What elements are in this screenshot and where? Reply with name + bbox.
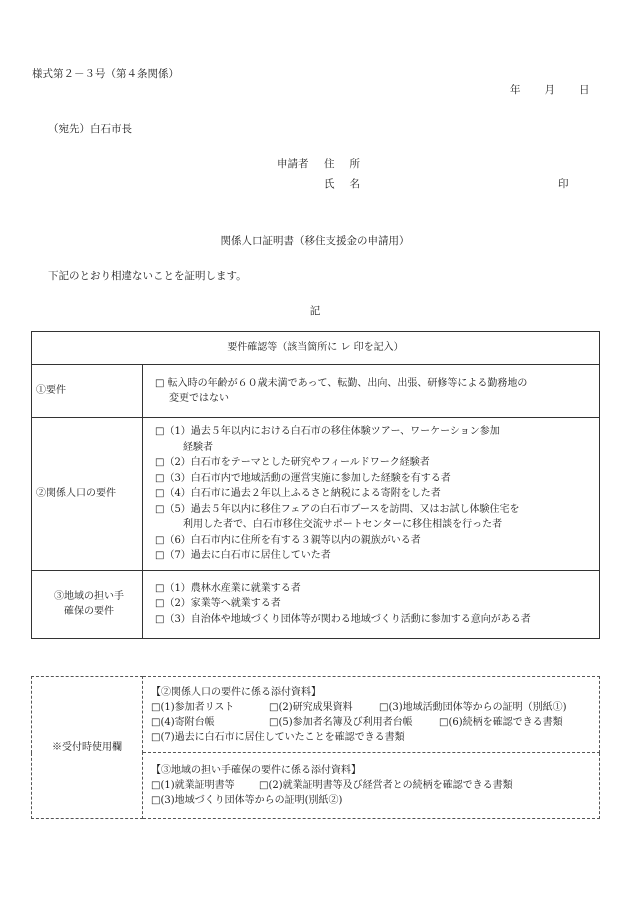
document-title: 関係人口証明書（移住支援金の申請用） bbox=[220, 235, 410, 247]
list-item[interactable]: □（4）白石市に過去２年以上ふるさと納税による寄附をした者 bbox=[155, 488, 441, 499]
form-number: 様式第２－３号（第４条関係） bbox=[32, 68, 179, 80]
section-label-line: 確保の要件 bbox=[64, 606, 114, 617]
seal-mark: 印 bbox=[558, 178, 569, 190]
attachment-line bbox=[151, 700, 595, 715]
applicant-label: 申請者 bbox=[277, 158, 309, 170]
section-items bbox=[143, 570, 600, 638]
attachment-checkbox[interactable]: □(3)地域活動団体等からの証明（別紙①) bbox=[379, 701, 567, 713]
section-label bbox=[32, 570, 143, 638]
list-item[interactable]: □（1）農林水産業に就業する者 bbox=[155, 582, 301, 594]
attachment-line bbox=[151, 778, 595, 793]
table-header: 要件確認等（該当箇所に レ 印を記入） bbox=[32, 332, 600, 365]
requirements-table bbox=[31, 331, 600, 639]
list-item[interactable]: □（3）白石市内で地域活動の運営実施に参加した経験を有する者 bbox=[155, 472, 451, 484]
attachment-checkbox[interactable]: □(6)続柄を確認できる書類 bbox=[439, 716, 563, 728]
section-label: ①要件 bbox=[32, 365, 143, 418]
list-item: 経験者 bbox=[183, 441, 213, 453]
table-row bbox=[32, 570, 600, 638]
attachment-checkbox[interactable]: □(7)過去に白石市に居住していたことを確認できる書類 bbox=[151, 731, 405, 743]
ki-heading: 記 bbox=[309, 305, 321, 317]
list-item: 変更ではない bbox=[169, 393, 229, 404]
attachment-checkbox[interactable]: □(1)就業証明書等 bbox=[151, 780, 235, 791]
section-label: ②関係人口の要件 bbox=[32, 418, 143, 571]
list-item[interactable]: □（3）自治体や地域づくり団体等が関わる地域づくり活動に参加する意向がある者 bbox=[155, 613, 531, 625]
reception-label: ※受付時使用欄 bbox=[32, 677, 143, 819]
table-row bbox=[32, 677, 600, 753]
list-item: 利用した者で、白石市移住交流サポートセンターに移住相談を行った者 bbox=[183, 519, 503, 530]
attachment-block-1 bbox=[143, 677, 600, 753]
table-row bbox=[32, 418, 600, 571]
list-item[interactable]: □（2）家業等へ就業する者 bbox=[155, 598, 281, 610]
reception-table bbox=[31, 676, 600, 819]
intro-text: 下記のとおり相違ないことを証明します。 bbox=[48, 270, 247, 282]
list-item[interactable]: □（6）白石市内に住所を有する３親等以内の親族がいる者 bbox=[155, 534, 421, 546]
list-item[interactable]: □（2）白石市をテーマとした研究やフィールドワーク経験者 bbox=[155, 457, 430, 468]
name-label: 氏名 bbox=[324, 178, 375, 190]
attachment-line bbox=[151, 715, 595, 730]
attachment-checkbox[interactable]: □(4)寄附台帳 bbox=[151, 716, 215, 728]
list-item[interactable]: □ 転入時の年齢が６０歳未満であって、転勤、出向、出張、研修等による勤務地の bbox=[155, 377, 528, 389]
attachment-checkbox[interactable]: □(2)就業証明書等及び経営者との続柄を確認できる書類 bbox=[259, 780, 513, 791]
attachment-block-2 bbox=[143, 753, 600, 819]
year-label: 年 bbox=[510, 84, 521, 96]
attachment-checkbox[interactable]: □(1)参加者リスト bbox=[151, 701, 235, 713]
table-row bbox=[32, 365, 600, 418]
section-label-line: ③地域の担い手 bbox=[54, 591, 124, 602]
addressee: （宛先）白石市長 bbox=[48, 123, 132, 135]
month-label: 月 bbox=[544, 84, 555, 96]
list-item[interactable]: □（1）過去５年以内における白石市の移住体験ツアー、ワーケーション参加 bbox=[155, 426, 500, 437]
list-item[interactable]: □（7）過去に白石市に居住していた者 bbox=[155, 550, 331, 561]
attachment-title: 【③地域の担い手確保の要件に係る添付資料】 bbox=[151, 765, 361, 776]
date-fields bbox=[510, 84, 590, 97]
list-item[interactable]: □（5）過去５年以内に移住フェアの白石市ブースを訪問、又はお試し体験住宅を bbox=[155, 503, 520, 515]
section-items bbox=[143, 365, 600, 418]
address-label: 住所 bbox=[324, 158, 375, 170]
attachment-checkbox[interactable]: □(2)研究成果資料 bbox=[269, 701, 353, 713]
day-label: 日 bbox=[579, 84, 590, 96]
attachment-checkbox[interactable]: □(3)地域づくり団体等からの証明(別紙②) bbox=[151, 795, 343, 806]
attachment-checkbox[interactable]: □(5)参加者名簿及び利用者台帳 bbox=[269, 716, 413, 728]
attachment-title: 【②関係人口の要件に係る添付資料】 bbox=[151, 686, 321, 698]
section-items bbox=[143, 418, 600, 571]
